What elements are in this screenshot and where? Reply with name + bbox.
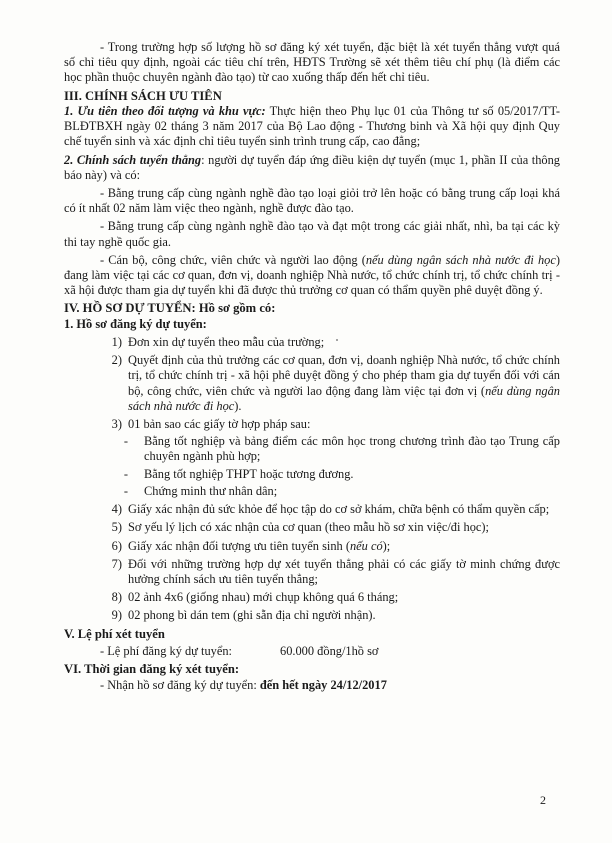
policy-bullet-3 (64, 253, 560, 299)
list-item (64, 608, 560, 623)
section-4-title: IV. HỒ SƠ DỰ TUYỂN: Hồ sơ gồm có: (64, 301, 276, 316)
sub-list-item (64, 484, 560, 499)
deadline-value: đến hết ngày 24/12/2017 (259, 677, 387, 692)
list-item (64, 539, 560, 554)
section-6-text (64, 678, 560, 693)
fee-value: 60.000 đồng/1hồ sơ (280, 643, 379, 658)
page-number: 2 (540, 793, 546, 807)
bullet-3-part-a: - Cán bộ, công chức, viên chức và người lao động ( (100, 252, 366, 267)
dash-marker: - (123, 466, 128, 481)
item-text: 01 bản sao các giấy tờ hợp pháp sau: (128, 417, 311, 432)
list-item (64, 590, 560, 605)
item-1-text: Thực hiện theo Phụ lục 01 của Thông tư số 05/2017/TT-BLĐTBXH ngày 02 tháng 3 năm 2017 của Bộ Lao động - Thương binh và Xã hội quy định Quy chế tuyển sinh và xác định chỉ tiêu tuyển sinh trình trung cấp, cao đẳng; (64, 104, 561, 149)
item-number: 3) (111, 417, 122, 432)
section-5-title: V. Lệ phí xét tuyển (64, 626, 165, 641)
item-1-label: 1. Ưu tiên theo đối tượng và khu vực: (64, 104, 266, 119)
list-item (64, 417, 560, 432)
sub-item-text: Bằng tốt nghiệp và bảng điểm các môn học trong chương trình đào tạo Trung cấp chuyên ngành phù hợp; (144, 434, 560, 464)
item-number: 8) (111, 590, 122, 605)
sub-item-text: Bằng tốt nghiệp THPT hoặc tương đương. (144, 466, 354, 481)
bullet-3-italic: nếu dùng ngân sách nhà nước đi học (365, 252, 556, 267)
list-item (64, 502, 560, 517)
dash-marker: - (123, 434, 128, 449)
sub-item-text: Chứng minh thư nhân dân; (144, 483, 278, 498)
fee-row (64, 644, 560, 659)
policy-bullet-1: - Bằng trung cấp cùng ngành nghề đào tạo loại giỏi trở lên hoặc có bằng trung cấp loại khá có ít nhất 02 năm làm việc theo ngành, nghề được đào tạo. (64, 186, 560, 216)
item-number: 9) (111, 608, 122, 623)
list-item (64, 335, 560, 350)
item-number: 5) (111, 520, 122, 535)
item-number: 1) (111, 335, 122, 350)
item-text: 02 phong bì dán tem (ghi sẵn địa chỉ người nhận). (128, 608, 376, 623)
item-text-tail: ); (382, 538, 391, 553)
item-text-italic: nếu dùng ngân sách nhà nước đi học (128, 383, 560, 413)
item-text (128, 353, 560, 414)
sub-list-item (64, 434, 560, 464)
dash-marker: - (123, 483, 128, 498)
dossier-list (64, 335, 560, 623)
deadline-label: - Nhận hồ sơ đăng ký dự tuyển: (100, 677, 260, 692)
list-item (64, 520, 560, 535)
item-number: 6) (111, 538, 122, 553)
item-text: Đối với những trường hợp dự xét tuyển thẳng phải có các giấy tờ minh chứng được hưởng chính sách ưu tiên tuyển thẳng; (128, 556, 560, 586)
section-3-item-1 (64, 104, 560, 150)
item-text-main: Giấy xác nhận đối tượng ưu tiên tuyển sinh ( (128, 538, 350, 553)
item-text-main: Quyết định của thủ trưởng các cơ quan, đơn vị, doanh nghiệp Nhà nước, tổ chức chính trị, tổ chức chính trị - xã hội phê duyệt đồng ý cho phép tham gia dự tuyển đối với cán bộ, công chức, viên chức và người lao động đang làm việc tại đơn vị ( (128, 353, 560, 398)
item-text: 02 ảnh 4x6 (giống nhau) mới chụp không quá 6 tháng; (128, 590, 399, 605)
sub-list-item (64, 467, 560, 482)
item-text-italic: nếu có (349, 538, 383, 553)
item-2-text: : người dự tuyển đáp ứng điều kiện dự tuyển (mục 1, phần II của thông báo này) và có: (64, 152, 561, 182)
item-text: Giấy xác nhận đủ sức khỏe để học tập do cơ sở khám, chữa bệnh có thẩm quyền cấp; (128, 502, 550, 517)
item-number: 7) (111, 556, 122, 571)
item-text-tail: ). (234, 398, 242, 413)
item-number: 4) (111, 502, 122, 517)
intro-paragraph: - Trong trường hợp số lượng hồ sơ đăng ký xét tuyển, đặc biệt là xét tuyển thẳng vượt quá số chỉ tiêu quy định, ngoài các tiêu chí trên, HĐTS Trường sẽ xét thêm tiêu chí phụ (là điểm các học phần thuộc chuyên ngành đào tạo) từ cao xuống thấp đến hết chỉ tiêu. (64, 40, 560, 85)
item-2-label: 2. Chính sách tuyển thẳng (64, 152, 202, 167)
section-6-title: VI. Thời gian đăng ký xét tuyển: (64, 662, 240, 677)
page-content (64, 40, 560, 693)
section-3-title: III. CHÍNH SÁCH ƯU TIÊN (64, 88, 222, 103)
list-item (64, 353, 560, 414)
policy-bullet-2: - Bằng trung cấp cùng ngành nghề đào tạo và đạt một trong các giải nhất, nhì, ba tại các kỳ thi tay nghề quốc gia. (64, 219, 560, 249)
section-4-subtitle: 1. Hồ sơ đăng ký dự tuyển: (64, 316, 207, 331)
scan-speck (336, 339, 338, 341)
item-text: Sơ yếu lý lịch có xác nhận của cơ quan (theo mẫu hồ sơ xin việc/đi học); (128, 520, 489, 535)
fee-label: - Lệ phí đăng ký dự tuyển: (100, 643, 232, 658)
list-item (64, 557, 560, 587)
item-text: Đơn xin dự tuyển theo mẫu của trường; (128, 335, 325, 350)
item-text (128, 539, 560, 554)
bullet-3-part-b: ) đang làm việc tại các cơ quan, đơn vị, doanh nghiệp Nhà nước, tổ chức chính trị, tổ chức chính trị - xã hội được tham gia dự tuyển khi đã được thủ trưởng cơ quan có thẩm quyền phê duyệt đồng ý. (64, 252, 560, 298)
item-number: 2) (111, 353, 122, 368)
section-3-item-2 (64, 153, 560, 183)
